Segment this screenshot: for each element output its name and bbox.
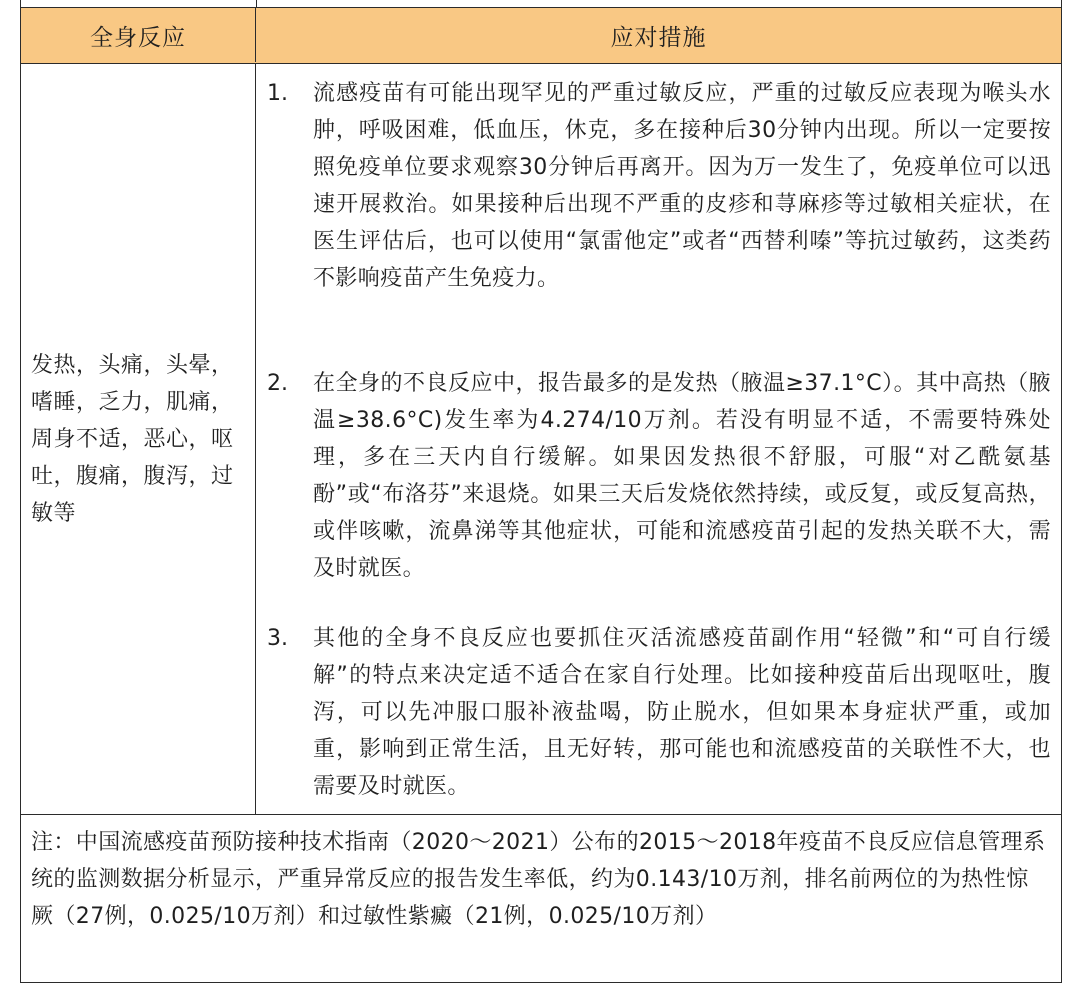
symptoms-text: 发热，头痛，头晕，嗜睡，乏力，肌痛，周身不适，恶心，呕吐，腹痛，腹泻，过敏等 [31, 352, 234, 526]
symptoms-cell [21, 64, 256, 814]
measure-text: 流感疫苗有可能出现罕见的严重过敏反应，严重的过敏反应表现为喉头水肿，呼吸困难，低血压，休克，多在接种后30分钟内出现。所以一定要按照免疫单位要求观察30分钟后再离开。因为万一发生了，免疫单位可以迅速开展救治。如果接种后出现不严重的皮疹和荨麻疹等过敏相关症状，在医生评估后，也可以使用“氯雷他定”或者“西替利嗪”等抗过敏药，这类药不影响疫苗产生免疫力。 [313, 81, 1051, 291]
note-text: 注：中国流感疫苗预防接种技术指南（2020～2021）公布的2015～2018年疫苗不良反应信息管理系统的监测数据分析显示，严重异常反应的报告发生率低，约为0.143/10万剂，排名前两位的为热性惊厥（27例，0.025/10万剂）和过敏性紫癜（21例，0.025/10万剂） [31, 830, 1046, 929]
vaccine-reaction-table [20, 0, 1062, 983]
header-reaction: 全身反应 [21, 8, 256, 62]
measure-text: 在全身的不良反应中，报告最多的是发热（腋温≥37.1°C）。其中高热（腋温≥38.6°C)发生率为4.274/10万剂。若没有明显不适，不需要特殊处理，多在三天内自行缓解。如果因发热很不舒服，可服“对乙酰氨基酚”或“布洛芬”来退烧。如果三天后发烧依然持续，或反复，或反复高热，或伴咳嗽，流鼻涕等其他症状，可能和流感疫苗引起的发热关联不大，需及时就医。 [313, 371, 1051, 581]
measure-text: 其他的全身不良反应也要抓住灭活流感疫苗副作用“轻微”和“可自行缓解”的特点来决定适不适合在家自行处理。比如接种疫苗后出现呕吐，腹泻，可以先冲服口服补液盐喝，防止脱水，但如果本身症状严重，或加重，影响到正常生活，且无好转，那可能也和流感疫苗的关联性不大，也需要及时就医。 [313, 626, 1051, 799]
column-divider [256, 0, 257, 8]
table-note-row [21, 815, 1061, 981]
measures-cell [256, 64, 1061, 814]
table-header-row [21, 8, 1061, 64]
header-measures: 应对措施 [610, 24, 707, 51]
measure-number: 3. [267, 626, 288, 651]
measure-number: 1. [267, 81, 288, 106]
table-top-strip [21, 0, 1061, 8]
measure-number: 2. [267, 371, 288, 396]
table-body-row [21, 64, 1061, 815]
